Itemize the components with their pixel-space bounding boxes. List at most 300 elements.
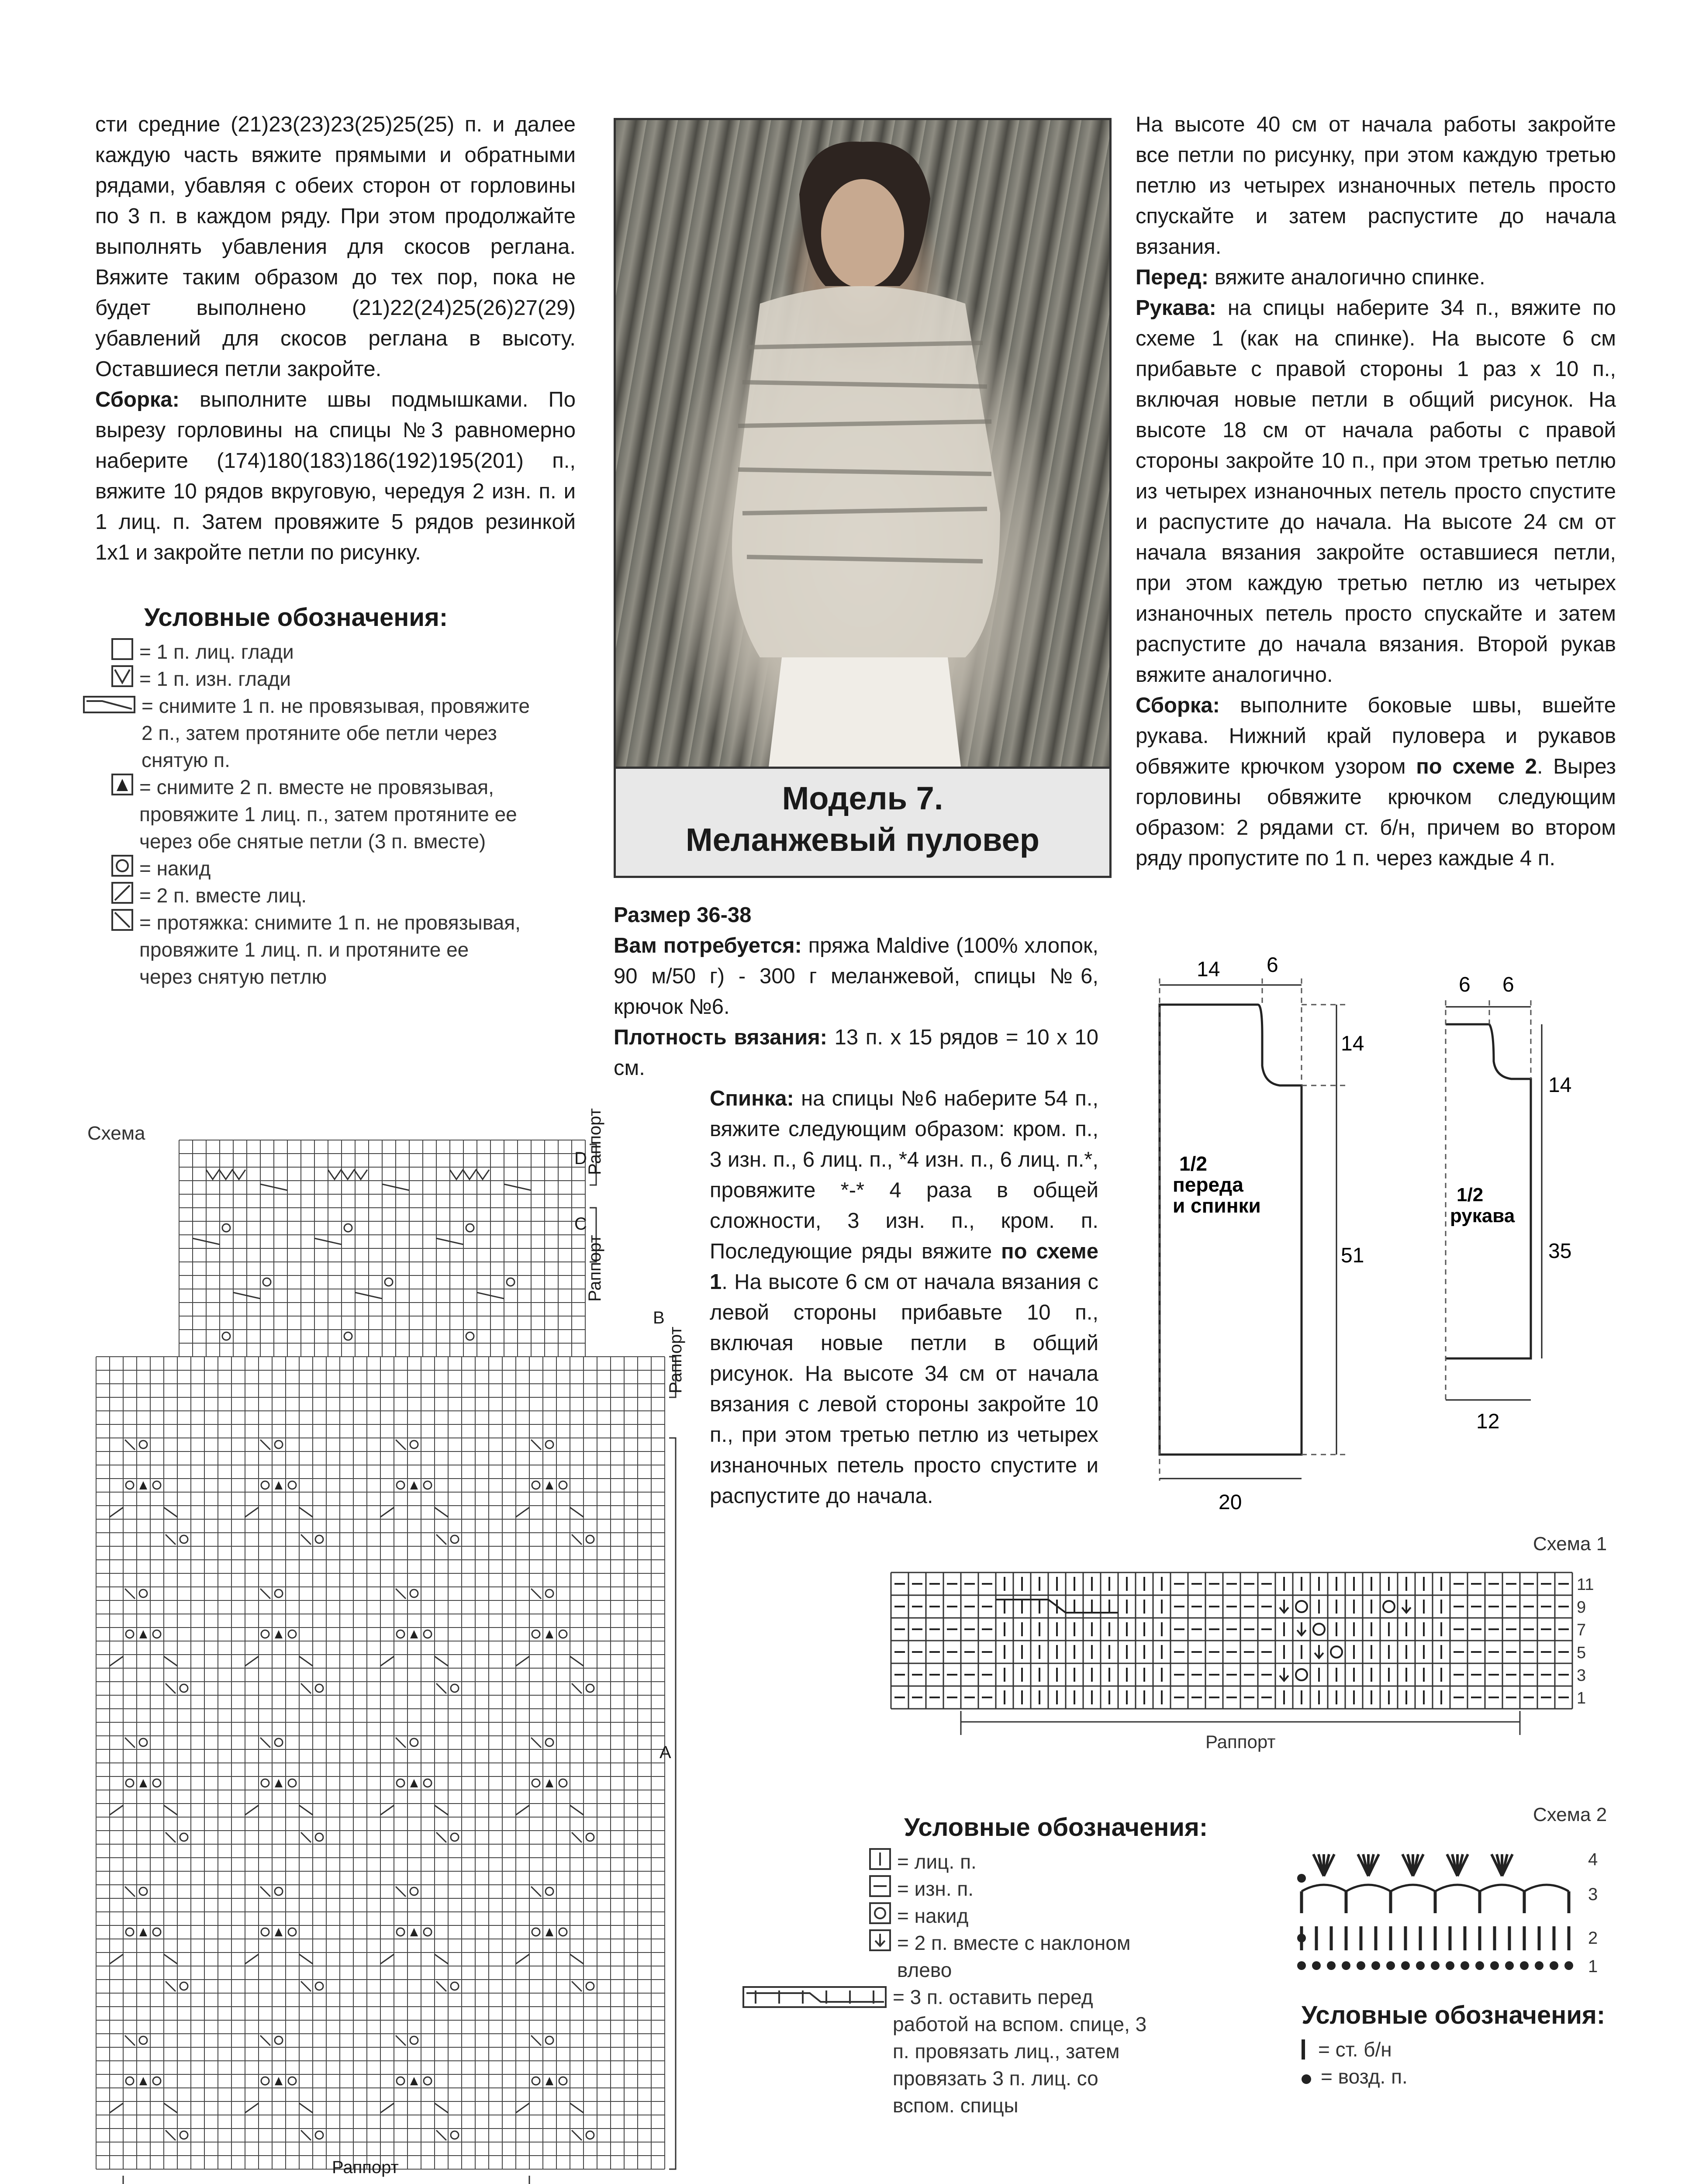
pass-over-icon [570,1805,584,1815]
purl-stitch-icon [869,1875,891,1897]
pass-over-icon [572,2130,582,2140]
triangle-decrease-icon [410,1630,418,1638]
pass-over-icon [299,1507,313,1517]
yarn-over-icon [586,1535,594,1543]
chain-stitch-mark [1297,1874,1306,1883]
yarn-over-icon [586,1982,594,1990]
triangle-decrease-icon [139,2077,147,2085]
scheme2-row-number: 4 [1588,1850,1598,1869]
left-decrease-icon [869,1929,891,1951]
pass-over-icon [164,1954,177,1964]
pass-over-icon [301,2130,311,2140]
pass-over-icon [572,1832,582,1842]
body-dim-neck: 14 [1341,1032,1364,1055]
yarn-over-icon [586,1684,594,1692]
body-dim-width: 20 [1219,1491,1242,1514]
yarn-over-icon [275,1441,283,1448]
legend-left-title: Условные обозначения: [144,603,448,632]
yarn-over-icon [261,1481,269,1489]
pass-over-icon [531,1440,541,1450]
yarn-over-icon [451,1833,459,1841]
pass-over-icon [531,1887,541,1897]
front-label: Перед: [1136,266,1209,289]
yarn-over-icon [869,1902,891,1924]
pass-over-icon [299,1805,313,1815]
legend-right-title: Условные обозначения: [904,1813,1208,1842]
triangle-decrease-icon [139,1481,147,1489]
yarn-over-icon [126,1928,134,1936]
knit-two-together-icon [110,1656,123,1666]
yarn-over-icon [559,1928,567,1936]
yarn-over-icon [180,1535,188,1543]
yarn-over-icon [288,1630,296,1638]
triangle-decrease-icon [139,1779,147,1787]
yarn-over-icon [410,1738,418,1746]
triangle-decrease-icon [139,1630,147,1638]
chain-stitch-mark [1386,1961,1395,1970]
triangle-decrease-icon [275,1630,283,1638]
knit-two-together-icon [245,1954,259,1964]
triangle-decrease-icon [546,1481,553,1489]
yarn-over-icon [153,1779,161,1787]
yarn-over-icon [153,2077,161,2085]
repeat-label-d: Раппорт [585,1108,604,1175]
cable-icon [742,1986,887,2008]
pass-over-icon [299,1656,313,1666]
right-assembly-text-2: . Вырез горловины обвяжите крючком следующим образом: 2 рядами ст. б/н, причем во втором ряду пропустите по 1 п. через каждые 4 п. [1136,755,1616,870]
legend-item [111,638,585,665]
yarn-over-icon [397,1928,404,1936]
knit-two-together-icon [245,1507,259,1517]
pass-over-icon [166,1683,176,1693]
knit-two-together-icon [245,2103,259,2113]
scheme2-chart [1293,1835,1625,1992]
yarn-over-icon [546,1887,553,1895]
knit-two-together-icon [516,2103,529,2113]
yarn-over-icon [546,1590,553,1597]
yarn-over-icon [288,1779,296,1787]
yarn-over-icon [424,2077,432,2085]
chain-stitch-mark [1416,1961,1425,1970]
yarn-over-icon [180,1982,188,1990]
triangle-decrease-icon [275,1779,283,1787]
pass-over-icon [260,1738,270,1748]
pass-over-icon [111,909,133,931]
paragraph-assembly [95,384,576,568]
pass-over-icon [301,1534,311,1545]
density-text: 13 п. х 15 рядов = 10 х 10 см. [614,1026,1098,1080]
pass-over-icon [435,1507,448,1517]
left-column-text [95,109,576,568]
chain-stitch-mark [1312,1961,1321,1970]
knit-two-together-icon [516,1656,529,1666]
pass-over-icon [572,1981,582,1991]
yarn-over-icon [532,1928,540,1936]
yarn-over-icon [261,2077,269,2085]
sleeves-paragraph [1136,293,1616,690]
knit-two-together-icon [516,1507,529,1517]
pass-over-icon [164,1507,177,1517]
chain-stitch-mark [1297,1934,1306,1942]
body-dimension-arrows [1160,985,1336,1479]
yarn-over-icon [410,1590,418,1597]
back-paragraph [710,1083,1098,1511]
yarn-over-icon [410,1441,418,1448]
legend-item [869,1902,1245,1929]
front-text: вяжите аналогично спинке. [1209,266,1485,289]
yarn-over-icon [451,1982,459,1990]
legend-left [83,603,585,990]
pass-over-icon [436,1981,446,1991]
pass-over-icon [435,1805,448,1815]
triangle-decrease-icon [410,2077,418,2085]
big-chart-title: Схема [87,1123,145,1144]
pass-over-icon [436,1683,446,1693]
pass-over-icon [164,2103,177,2113]
knit-two-together-icon [245,1805,259,1815]
knit-stitch-icon [869,1848,891,1870]
pass-over-icon [436,1534,446,1545]
yarn-over-icon [466,1332,474,1340]
bracket-a-icon [669,1438,676,2169]
chain-arch-mark [1302,1885,1346,1891]
yarn-over-icon [139,1738,147,1746]
repeat-label-bottom: Раппорт [332,2158,399,2177]
chart-label-a: A [659,1743,671,1762]
yarn-over-icon [344,1332,352,1340]
chain-arch-mark [1524,1885,1569,1891]
purl-stitch-icon [111,665,133,687]
pass-over-icon [164,1656,177,1666]
chain-stitch-mark [1431,1961,1440,1970]
pass-over-icon [572,1534,582,1545]
yarn-over-icon [315,1833,323,1841]
pass-over-icon [396,1887,406,1897]
yarn-over-icon [275,2036,283,2044]
purl-motif-icon [206,1170,245,1179]
pass-over-icon [301,1981,311,1991]
knit-two-together-icon [111,882,133,904]
single-crochet-icon [1302,2039,1305,2060]
knit-stitch-icon [111,638,133,660]
pass-over-icon [301,1832,311,1842]
pass-over-icon [166,2130,176,2140]
yarn-over-icon [111,855,133,877]
triangle-decrease-icon [410,1779,418,1787]
caption-line-2: Меланжевый пуловер [685,822,1040,858]
yarn-over-icon [153,1630,161,1638]
yarn-over-icon [222,1332,230,1340]
legend-text: = 3 п. оставить перед работой на вспом. спице, 3 п. провязать лиц., затем провязать 3 п. лиц. со вспом. спицы [893,1986,1147,2117]
legend-item [869,1848,1245,1875]
sleeves-label: Рукава: [1136,296,1216,320]
yarn-over-icon [424,1630,432,1638]
chart-label-c: C [574,1214,587,1234]
pass-over-icon [531,1738,541,1748]
yarn-over-icon [385,1278,393,1286]
legend-item [869,1929,1245,1984]
pass-over-icon [260,2035,270,2046]
pass-over-icon [570,1656,584,1666]
legend-right [742,1813,1245,2119]
yarn-over-icon [180,1833,188,1841]
sleeve-dim-top-left: 6 [1459,973,1471,996]
chain-stitch-icon [1302,2074,1311,2084]
yarn-over-icon [261,1630,269,1638]
yarn-over-icon [288,1481,296,1489]
yarn-over-icon [532,1779,540,1787]
legend-text: = протяжка: снимите 1 п. не провязывая, провяжите 1 лиц. п. и протяните ее через снятую петлю [139,911,521,988]
yarn-over-icon [139,1441,147,1448]
legend-text: = 2 п. вместе лиц. [139,884,307,907]
legend-item [1302,2063,1651,2090]
legend-item [742,1984,1245,2119]
back-text-2: . На высоте 6 см от начала вязания с левой стороны прибавьте 10 п., включая новые петли в общий рисунок. На высоте 34 см от начала вязания с левой стороны закройте 10 п., при этом третью петлю из четырех изнаночных петель просто спустите и распустите до начала. [710,1270,1098,1508]
scheme1-row-number: 7 [1577,1621,1586,1639]
triangle-decrease-icon [410,1928,418,1936]
pass-over-icon [260,1589,270,1599]
triangle-decrease-icon [546,1630,553,1638]
size-heading: Размер 36-38 [614,903,752,927]
yarn-over-icon [315,2131,323,2139]
legend-text: = снимите 1 п. не провязывая, провяжите 2 п., затем протяните обе петли через снятую п. [142,695,530,771]
yarn-over-icon [180,1684,188,1692]
yarn-over-icon [261,1928,269,1936]
triangle-decrease-icon [111,774,133,795]
chain-stitch-mark [1297,1961,1306,1970]
big-chart-grid [79,1109,699,2184]
yarn-over-icon [222,1224,230,1232]
back-label: Спинка: [710,1087,794,1110]
knit-two-together-icon [110,2103,123,2113]
yarn-over-icon [126,2077,134,2085]
legend-text: = 1 п. изн. глади [139,667,291,690]
chain-stitch-mark [1505,1961,1514,1970]
triangle-decrease-icon [275,1481,283,1489]
pass-over-icon [531,2035,541,2046]
legend-crochet [1302,2001,1651,2090]
chain-stitch-mark [1357,1961,1365,1970]
legend-text: = 2 п. вместе с наклоном влево [897,1932,1131,1981]
chain-stitch-mark [1446,1961,1454,1970]
yarn-over-icon [586,2131,594,2139]
yarn-over-icon [451,2131,459,2139]
yarn-over-icon [344,1224,352,1232]
chain-stitch-mark [1342,1961,1350,1970]
triangle-decrease-icon [546,1779,553,1787]
body-dim-height: 51 [1341,1244,1364,1267]
pass-over-icon [125,2035,135,2046]
yarn-over-icon [288,2077,296,2085]
pass-over-icon [299,1954,313,1964]
chain-stitch-mark [1475,1961,1484,1970]
yarn-over-icon [139,1590,147,1597]
scheme2-title: Схема 2 [1533,1804,1607,1825]
legend-item [1302,2036,1651,2063]
scheme1-row-number: 5 [1577,1644,1586,1662]
back-instructions [710,1083,1098,1511]
knit-two-together-icon [110,1805,123,1815]
yarn-over-icon [126,1779,134,1787]
right-assembly-scheme-ref: по схеме 2 [1416,755,1537,778]
legend-crochet-title: Условные обозначения: [1302,2001,1606,2029]
back-scheme-ref: по схеме 1 [710,1240,1098,1294]
pass-over-icon [260,1440,270,1450]
chain-stitch-mark [1564,1961,1573,1970]
pass-over-icon [164,1805,177,1815]
triangle-decrease-icon [546,1928,553,1936]
legend-item [111,774,585,855]
pass-over-icon [570,1954,584,1964]
decrease-slip-icon [83,696,135,713]
knit-two-together-icon [380,2103,394,2113]
sleeve-dim-width: 12 [1476,1410,1500,1433]
scheme1-row-number: 9 [1577,1598,1586,1617]
chain-stitch-mark [1535,1961,1543,1970]
knit-two-together-icon [516,1805,529,1815]
knit-two-together-icon [516,1954,529,1964]
pass-over-icon [436,1832,446,1842]
pass-over-icon [436,2130,446,2140]
knit-two-together-icon [380,1656,394,1666]
scheme1-title: Схема 1 [1533,1533,1607,1555]
scheme2-row-number: 3 [1588,1885,1598,1904]
chart-label-b: B [653,1308,665,1327]
yarn-over-icon [315,1982,323,1990]
legend-text: = лиц. п. [897,1850,977,1873]
pass-over-icon [531,1589,541,1599]
sleeve-dim-top-right: 6 [1502,973,1514,996]
scheme1-row-number: 1 [1577,1689,1586,1707]
yarn-over-icon [559,1779,567,1787]
legend-text: = накид [897,1904,969,1927]
yarn-over-icon [559,1630,567,1638]
yarn-over-icon [153,1481,161,1489]
pass-over-icon [166,1981,176,1991]
yarn-over-icon [451,1684,459,1692]
chain-stitch-mark [1327,1961,1336,1970]
chain-stitch-mark [1490,1961,1499,1970]
right-assembly-paragraph [1136,690,1616,874]
pass-over-icon [435,1656,448,1666]
sleeve-dim-cap: 14 [1548,1074,1572,1097]
yarn-over-icon [275,1887,283,1895]
legend-item [111,909,585,990]
scheme1-repeat-label: Раппорт [1205,1731,1276,1752]
pass-over-icon [125,1589,135,1599]
chain-stitch-mark [1401,1961,1410,1970]
body-dim-top-right: 6 [1267,954,1278,977]
legend-text: = снимите 2 п. вместе не провязывая, провяжите 1 лиц. п., затем протяните ее через обе снятые петли (3 п. вместе) [139,776,517,853]
pass-over-icon [396,1589,406,1599]
legend-text: = ст. б/н [1318,2038,1392,2061]
chain-arch-mark [1391,1885,1435,1891]
materials-text: пряжа Maldive (100% хлопок, 90 м/50 г) - 300 г меланжевой, спицы №6, крючок №6. [614,934,1099,1019]
pass-over-icon [299,2103,313,2113]
scheme1-chart [887,1568,1629,1791]
pass-over-icon [260,1887,270,1897]
yarn-over-icon [275,1590,283,1597]
triangle-decrease-icon [139,1928,147,1936]
garment-patterns [1136,926,1638,1529]
yarn-over-icon [288,1928,296,1936]
yarn-over-icon [139,1887,147,1895]
pass-over-icon [572,1683,582,1693]
yarn-over-icon [424,1481,432,1489]
assembly-text: выполните швы подмышками. По вырезу горловины на спицы №3 равномерно наберите (174)180(183)186(192)195(201) п., вяжите 10 рядов вкруговую, чередуя 2 изн. п. и 1 лиц. п. Затем провяжите 5 рядов резинкой 1х1 и закройте петли по рисунку. [95,388,576,564]
sleeve-dim-length: 35 [1548,1240,1572,1263]
assembly-label: Сборка: [95,388,180,411]
yarn-over-icon [397,1779,404,1787]
pass-over-icon [125,1887,135,1897]
yarn-over-icon [397,1481,404,1489]
legend-item [111,882,585,909]
yarn-over-icon [532,1481,540,1489]
scheme1-row-number: 11 [1577,1576,1594,1594]
model-figure-icon [616,120,1109,767]
pass-over-icon [125,1738,135,1748]
caption-line-1: Модель 7. [782,780,943,816]
knit-two-together-icon [380,1507,394,1517]
pass-over-icon [125,1440,135,1450]
yarn-over-icon [546,1738,553,1746]
knit-two-together-icon [110,1507,123,1517]
chain-arch-mark [1435,1885,1480,1891]
legend-item [83,692,585,774]
chain-stitch-mark [1550,1961,1558,1970]
pass-over-icon [570,2103,584,2113]
model-details [614,900,1098,1083]
chain-stitch-mark [1520,1961,1529,1970]
model-photo [614,118,1112,769]
pass-over-icon [435,1954,448,1964]
triangle-decrease-icon [275,1928,283,1936]
body-dim-top-left: 14 [1197,958,1220,981]
legend-text: = 1 п. лиц. глади [139,640,294,663]
back-text: на спицы №6 наберите 54 п., вяжите следующим образом: кром. п., 3 изн. п., 6 лиц. п., *4 изн. п., 6 лиц. п.*, провяжите *-* 4 раза в общей сложности, 3 изн. п., кром. п. Последующие ряды вяжите [710,1087,1098,1263]
yarn-over-icon [126,1630,134,1638]
chart-label-d: D [574,1149,587,1168]
sleeves-text: на спицы наберите 34 п., вяжите по схеме 1 (как на спинке). На высоте 6 см прибавьте с правой стороны 1 раз х 10 п., включая новые петли в общий рисунок. На высоте 18 см от начала работы с правой стороны закройте 10 п., при этом третью петлю из четырех изнаночных петель просто спустите и распустите до начала. На высоте 24 см от начала вязания закройте оставшиеся петли, при этом каждую третью петлю из четырех изнаночных петель просто спускайте и затем распустите до начала вязания. Второй рукав вяжите аналогично. [1136,296,1616,687]
repeat-label-b: Раппорт [666,1327,685,1393]
body-pattern-label: 1/2 переда и спинки [1173,1152,1261,1217]
purl-motif-icon [450,1170,489,1179]
pass-over-icon [166,1832,176,1842]
model-caption [614,769,1112,878]
purl-motif-icon [328,1170,367,1179]
triangle-decrease-icon [410,1481,418,1489]
sleeve-pattern-label: 1/2 рукава [1450,1184,1515,1227]
density-paragraph [614,1022,1098,1083]
yarn-over-icon [315,1684,323,1692]
yarn-over-icon [546,2036,553,2044]
right-assembly-text: выполните боковые швы, вшейте рукава. Нижний край пуловера и рукавов обвяжите крючком узором [1136,694,1616,778]
chain-stitch-mark [1371,1961,1380,1970]
materials-paragraph [614,930,1098,1022]
yarn-over-icon [532,1630,540,1638]
scheme1-row-number: 3 [1577,1666,1586,1685]
triangle-decrease-icon [275,2077,283,2085]
chain-arch-mark [1346,1885,1391,1891]
chain-arch-mark [1480,1885,1524,1891]
knit-two-together-icon [245,1656,259,1666]
repeat-label-c: Раппорт [585,1235,604,1302]
pass-over-icon [435,2103,448,2113]
right-paragraph-1: На высоте 40 см от начала работы закройте все петли по рисунку, при этом каждую третью петлю из четырех изнаночных петель просто спускайте и затем распустите до начала вязания. [1136,113,1616,259]
yarn-over-icon [559,2077,567,2085]
yarn-over-icon [126,1481,134,1489]
knit-two-together-icon [380,1954,394,1964]
